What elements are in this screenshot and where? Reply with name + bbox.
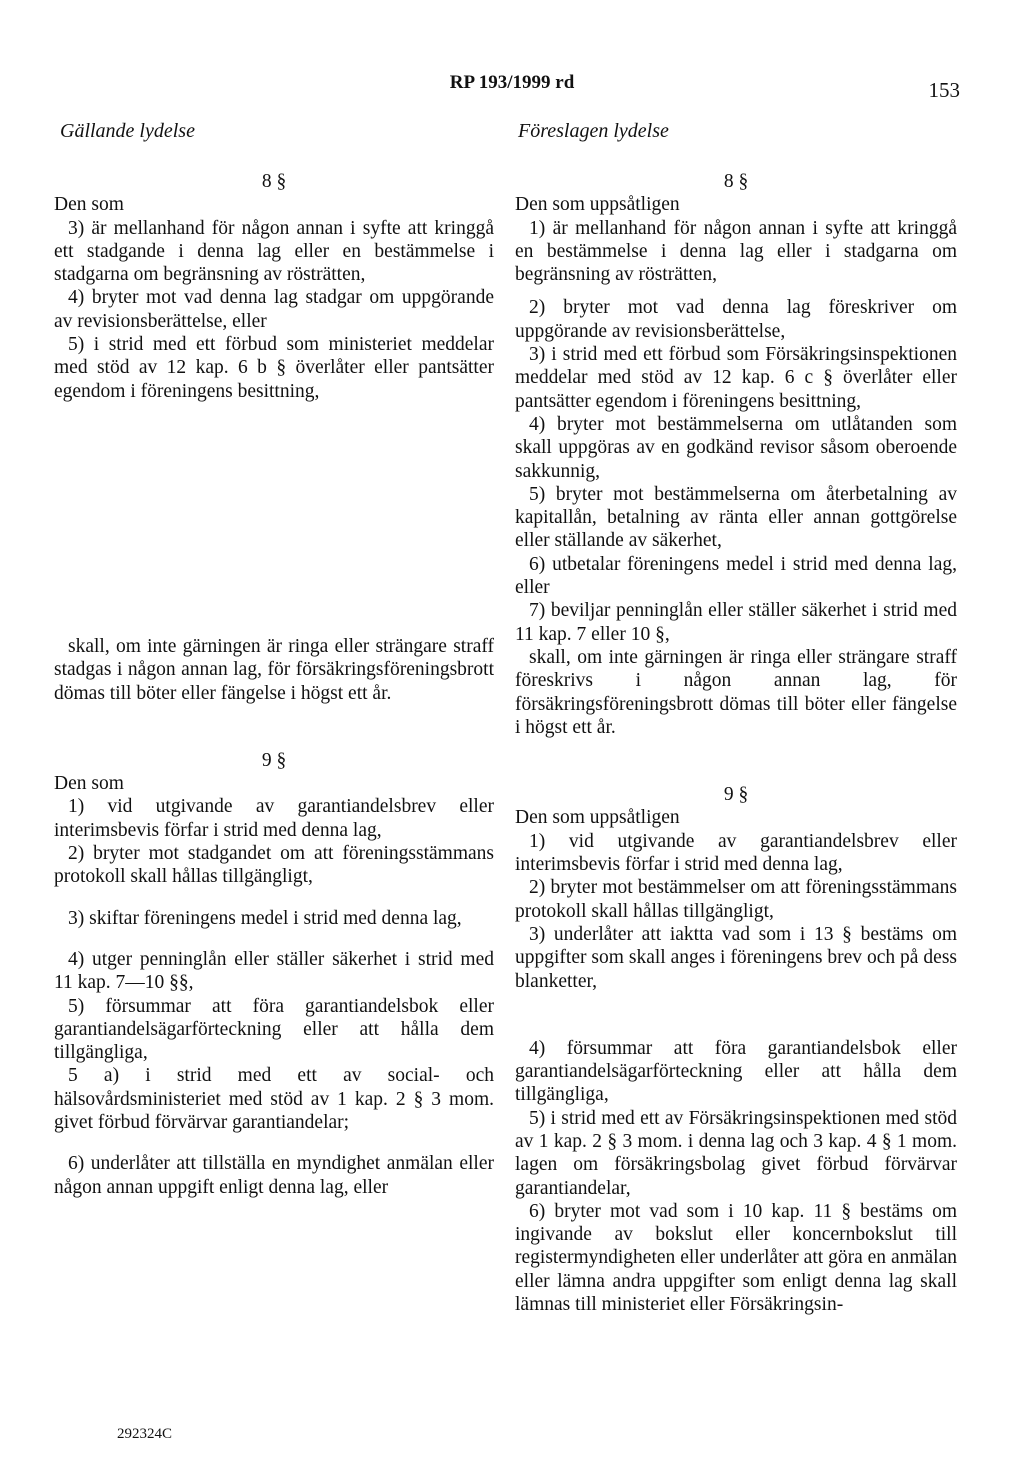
left-column-heading: Gällande lydelse: [60, 120, 195, 142]
section-8-item-2: 2) bryter mot vad denna lag föreskriver om uppgörande av revisionsberättelse,: [515, 297, 957, 342]
section-8-lead: Den som uppsåtligen: [515, 194, 680, 216]
section-8-item-4: 4) bryter mot bestämmelserna om utlåtanden som skall uppgöras av en godkänd revisor såsom oberoende sakkunnig,: [515, 413, 957, 482]
section-9-lead: Den som uppsåtligen: [515, 807, 680, 829]
section-9-lead: Den som: [54, 773, 124, 795]
document-code: 292324C: [117, 1426, 173, 1442]
right-column-heading: Föreslagen lydelse: [518, 120, 669, 142]
section-8-lead: Den som: [54, 194, 124, 216]
section-9-item-6: 6) bryter mot vad som i 10 kap. 11 § bestäms om ingivande av bokslut eller koncernbokslut till registermyndigheten eller underlåter att göra en anmälan eller lämna andra uppgifter som enligt denna lag skall lämnas till ministeriet eller Försäkringsin-: [515, 1200, 957, 1316]
section-9-item-3: 3) underlåter att iaktta vad som i 13 § bestäms om uppgifter som skall anges i föreningens brev och på dess blanketter,: [515, 923, 957, 992]
section-9-title: 9 §: [723, 784, 749, 806]
section-9-item-6: 6) underlåter att tillställa en myndighet anmälan eller någon annan uppgift enligt denna lag, eller: [54, 1153, 494, 1198]
section-9-item-3: 3) skiftar föreningens medel i strid med denna lag,: [68, 907, 462, 929]
section-8-title: 8 §: [723, 171, 749, 192]
section-9-item-2: 2) bryter mot bestämmelser om att föreningsstämmans protokoll skall hållas tillgängligt,: [515, 877, 957, 922]
section-8-item-1: 1) är mellanhand för någon annan i syfte att kringgå en bestämmelse i denna lag eller i stadgarna om begränsning av rösträtten,: [515, 217, 957, 286]
section-9-item-1: 1) vid utgivande av garantiandelsbrev eller interimsbevis förfar i strid med denna lag,: [515, 830, 957, 876]
page-number: 153: [928, 78, 960, 102]
section-9-item-5a: 5 a) i strid med ett av social- och hälsovårdsministeriet med stöd av 1 kap. 2 § 3 mom. givet förbud förvärvar garantiandelar;: [54, 1065, 494, 1134]
section-8-penalty: skall, om inte gärningen är ringa eller strängare straff stadgas i någon annan lag, för försäkringsföreningsbrott dömas till böter eller fängelse i högst ett år.: [54, 635, 494, 704]
section-8-item-3: 3) i strid med ett förbud som Försäkringsinspektionen meddelar med stöd av 12 kap. 6 c § överlåter eller pantsätter egendom i föreningens besittning,: [515, 344, 957, 412]
right-column: [515, 170, 957, 1316]
section-9-item-5: 5) försummar att föra garantiandelsbok eller garantiandelsägarförteckning eller att hålla dem tillgängliga,: [54, 995, 494, 1064]
section-8-item-4: 4) bryter mot vad denna lag stadgar om uppgörande av revisionsberättelse, eller: [54, 287, 494, 332]
section-8-item-6: 6) utbetalar föreningens medel i strid med denna lag, eller: [515, 553, 957, 599]
section-9-item-1: 1) vid utgivande av garantiandelsbrev eller interimsbevis förfar i strid med denna lag,: [54, 796, 494, 841]
section-9-title: 9 §: [261, 749, 287, 771]
section-9-item-2: 2) bryter mot stadgandet om att föreningsstämmans protokoll skall hållas tillgängligt,: [54, 843, 494, 888]
section-8-item-5: 5) i strid med ett förbud som ministeriet meddelar med stöd av 12 kap. 6 b § överlåter eller pantsätter egendom i föreningens besittning,: [54, 334, 494, 402]
page-header: [0, 72, 1024, 102]
left-column: [54, 170, 494, 1199]
section-8-penalty: skall, om inte gärningen är ringa eller strängare straff föreskrivs i någon annan lag, för försäkringsföreningsbrott dömas till böter eller fängelse i högst ett år.: [515, 646, 957, 738]
section-9-item-5: 5) i strid med ett av Försäkringsinspektionen med stöd av 1 kap. 2 § 3 mom. i denna lag och 3 kap. 4 § 1 mom. lagen om försäkringsbolag givet förbud förvärvar garantiandelar,: [515, 1107, 957, 1199]
section-8-item-3: 3) är mellanhand för någon annan i syfte att kringgå ett stadgande i denna lag eller en bestämmelse i stadgarna om begränsning av rösträtten,: [54, 217, 494, 286]
running-title: RP 193/1999 rd: [449, 72, 575, 93]
section-8-item-5: 5) bryter mot bestämmelserna om återbetalning av kapitallån, betalning av ränta eller annan gottgörelse eller ställande av säkerhet,: [515, 483, 957, 552]
section-8-item-7: 7) beviljar penninglån eller ställer säkerhet i strid med 11 kap. 7 eller 10 §,: [515, 600, 957, 645]
section-9-item-4: 4) försummar att föra garantiandelsbok eller garantiandelsägarförteckning eller att hålla dem tillgängliga,: [515, 1037, 957, 1106]
section-9-item-4: 4) utger penninglån eller ställer säkerhet i strid med 11 kap. 7—10 §§,: [54, 948, 494, 994]
section-8-title: 8 §: [261, 171, 287, 192]
